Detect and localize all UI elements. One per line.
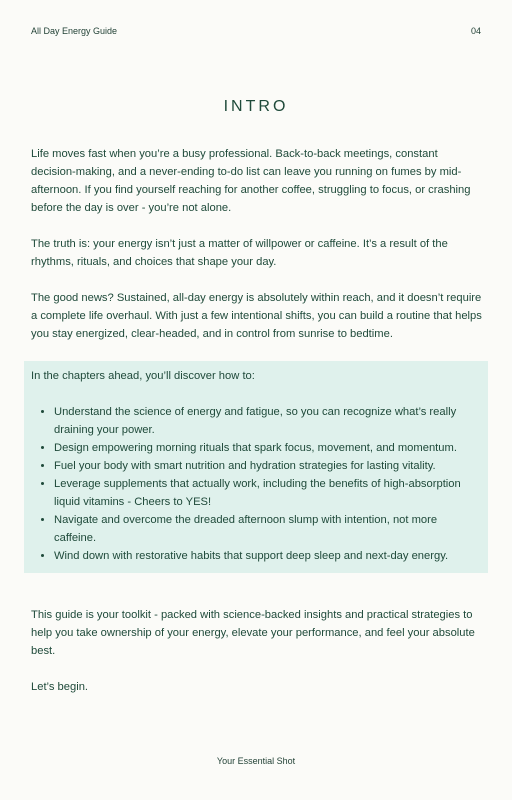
- list-item: • Leverage supplements that actually work, including the benefits of high-absorption liquid vitamins - Cheers to YES!: [54, 475, 481, 511]
- guide-title: All Day Energy Guide: [31, 26, 118, 36]
- chapters-callout: [24, 361, 488, 573]
- chapters-list: [31, 403, 481, 565]
- intro-paragraph-1: Life moves fast when you’re a busy professional. Back-to-back meetings, constant decision-making, and a never-ending to-do list can leave you running on fumes by mid-afternoon. If you find yourself reaching for another coffee, struggling to focus, or crashing before the day is over - you’re not alone.: [31, 148, 471, 214]
- intro-paragraph-3: The good news? Sustained, all-day energy is absolutely within reach, and it doesn’t require a complete life overhaul. With just a few intentional shifts, you can build a routine that helps you stay energized, clear-headed, and in control from sunrise to bedtime.: [31, 292, 482, 340]
- page-title: INTRO: [223, 98, 289, 115]
- list-item: • Fuel your body with smart nutrition and hydration strategies for lasting vitality.: [54, 457, 481, 475]
- page-footer: Your Essential Shot: [216, 756, 296, 766]
- intro-paragraph-2: The truth is: your energy isn’t just a matter of willpower or caffeine. It’s a result of the rhythms, rituals, and choices that shape your day.: [31, 238, 448, 268]
- main-content: [31, 145, 483, 714]
- list-item: • Wind down with restorative habits that support deep sleep and next-day energy.: [54, 547, 481, 565]
- closing-section: [31, 606, 483, 696]
- list-item: • Design empowering morning rituals that spark focus, movement, and momentum.: [54, 439, 481, 457]
- page-header: [31, 26, 481, 36]
- closing-line: Let’s begin.: [31, 681, 89, 693]
- list-item: • Navigate and overcome the dreaded afternoon slump with intention, not more caffeine.: [54, 511, 481, 547]
- closing-paragraph: This guide is your toolkit - packed with science-backed insights and practical strategies to help you take ownership of your energy, elevate your performance, and feel your absolute best.: [31, 609, 475, 657]
- list-item: • Understand the science of energy and fatigue, so you can recognize what’s really draining your power.: [54, 403, 481, 439]
- callout-lead: In the chapters ahead, you’ll discover how to:: [31, 370, 255, 382]
- page-number: 04: [470, 26, 481, 36]
